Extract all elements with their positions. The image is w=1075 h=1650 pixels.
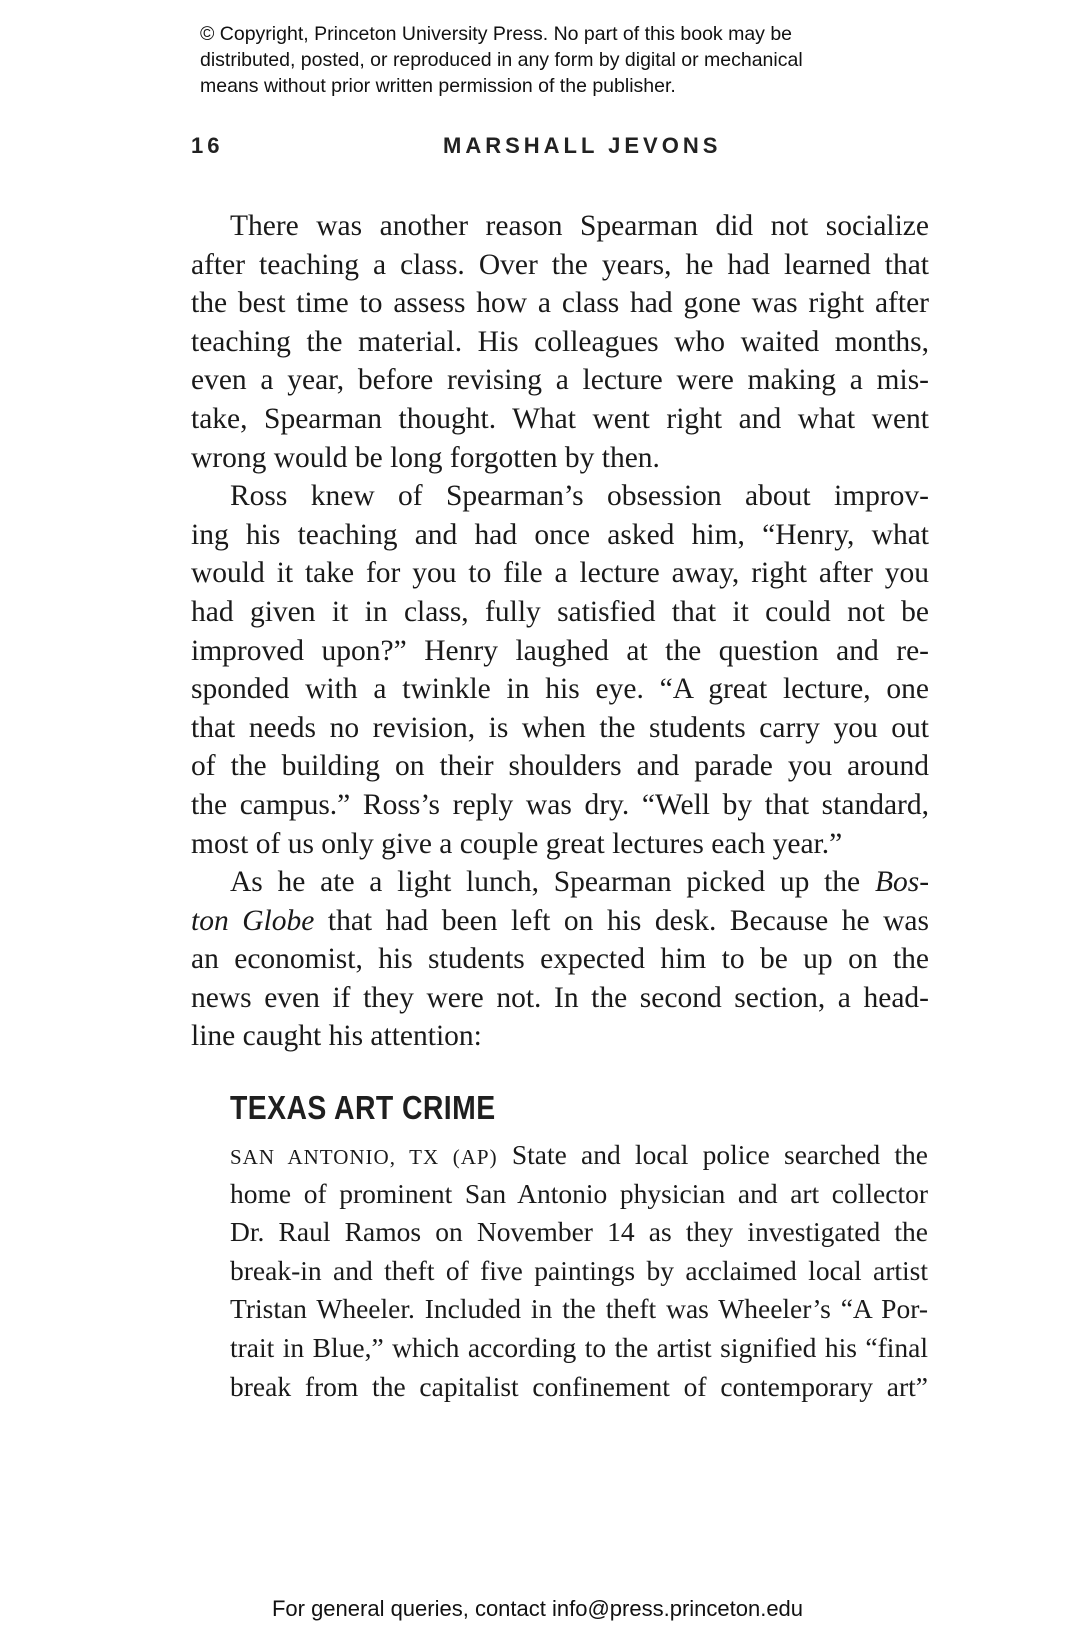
body-text: [191, 207, 929, 1056]
text-line: teaching the material. His colleagues who waited months,: [191, 325, 929, 358]
text-line: ing his teaching and had once asked him, “Henry, what: [191, 518, 929, 551]
text-line: trait in Blue,” which according to the artist signified his “final: [230, 1331, 928, 1363]
copyright-notice: [200, 21, 920, 99]
copyright-line: means without prior written permission of the publisher.: [200, 75, 676, 97]
page-number: 16: [191, 133, 224, 158]
text-line: [191, 863, 929, 902]
newspaper-title-fragment: Bos-: [874, 866, 930, 899]
text-line: would it take for you to file a lecture away, right after you: [191, 557, 929, 590]
text-line: break from the capitalist confinement of contemporary art”: [230, 1370, 928, 1402]
text-line: the campus.” Ross’s reply was dry. “Well by that standard,: [191, 788, 929, 821]
text-line: wrong would be long forgotten by then.: [191, 441, 660, 474]
paragraph-1: [191, 207, 929, 477]
text-line: an economist, his students expected him to be up on the: [191, 943, 929, 976]
text-line: [230, 1136, 928, 1175]
text-line: news even if they were not. In the second section, a head-: [191, 981, 929, 1014]
running-title: MARSHALL JEVONS: [443, 133, 722, 158]
text-line: had given it in class, fully satisfied that it could not be: [191, 595, 929, 628]
running-head: [0, 133, 1075, 163]
news-body: [230, 1136, 928, 1406]
copyright-line: distributed, posted, or reproduced in any form by digital or mechanical: [200, 49, 803, 71]
text-line: the best time to assess how a class had gone was right after: [191, 287, 929, 320]
copyright-line: © Copyright, Princeton University Press. No part of this book may be: [200, 23, 793, 45]
text-line: break-in and theft of five paintings by acclaimed local artist: [230, 1254, 928, 1286]
text-line: most of us only give a couple great lectures each year.”: [191, 827, 843, 860]
text-line: improved upon?” Henry laughed at the question and re-: [191, 634, 929, 667]
text-line: even a year, before revising a lecture were making a mis-: [191, 364, 929, 397]
text-line: Ross knew of Spearman’s obsession about improv-: [230, 480, 929, 513]
text-line: home of prominent San Antonio physician and art collector: [230, 1177, 928, 1209]
news-dateline: SAN ANTONIO, TX (AP): [230, 1145, 498, 1169]
text-line: of the building on their shoulders and parade you around: [191, 750, 929, 783]
text-fragment: As he ate a light lunch, Spearman picked up the: [230, 866, 861, 899]
text-line: [191, 902, 929, 941]
text-line: Tristan Wheeler. Included in the theft was Wheeler’s “A Por-: [230, 1293, 928, 1325]
news-headline: TEXAS ART CRIME: [230, 1089, 496, 1126]
text-line: line caught his attention:: [191, 1020, 482, 1053]
text-line: after teaching a class. Over the years, he had learned that: [191, 248, 929, 281]
news-clipping: [230, 1088, 928, 1406]
text-line: sponded with a twinkle in his eye. “A great lecture, one: [191, 673, 929, 706]
paragraph-3: [191, 863, 929, 1056]
footer-contact: For general queries, contact info@press.princeton.edu: [271, 1596, 804, 1621]
text-fragment: State and local police searched the: [511, 1139, 928, 1170]
text-line: that needs no revision, is when the students carry you out: [191, 711, 929, 744]
paragraph-2: [191, 477, 929, 863]
text-line: take, Spearman thought. What went right and what went: [191, 402, 929, 435]
text-line: Dr. Raul Ramos on November 14 as they investigated the: [230, 1216, 928, 1248]
text-fragment: that had been left on his desk. Because he was: [327, 904, 930, 937]
text-line: There was another reason Spearman did not socialize: [230, 210, 929, 242]
newspaper-title-fragment: ton Globe: [191, 904, 315, 937]
